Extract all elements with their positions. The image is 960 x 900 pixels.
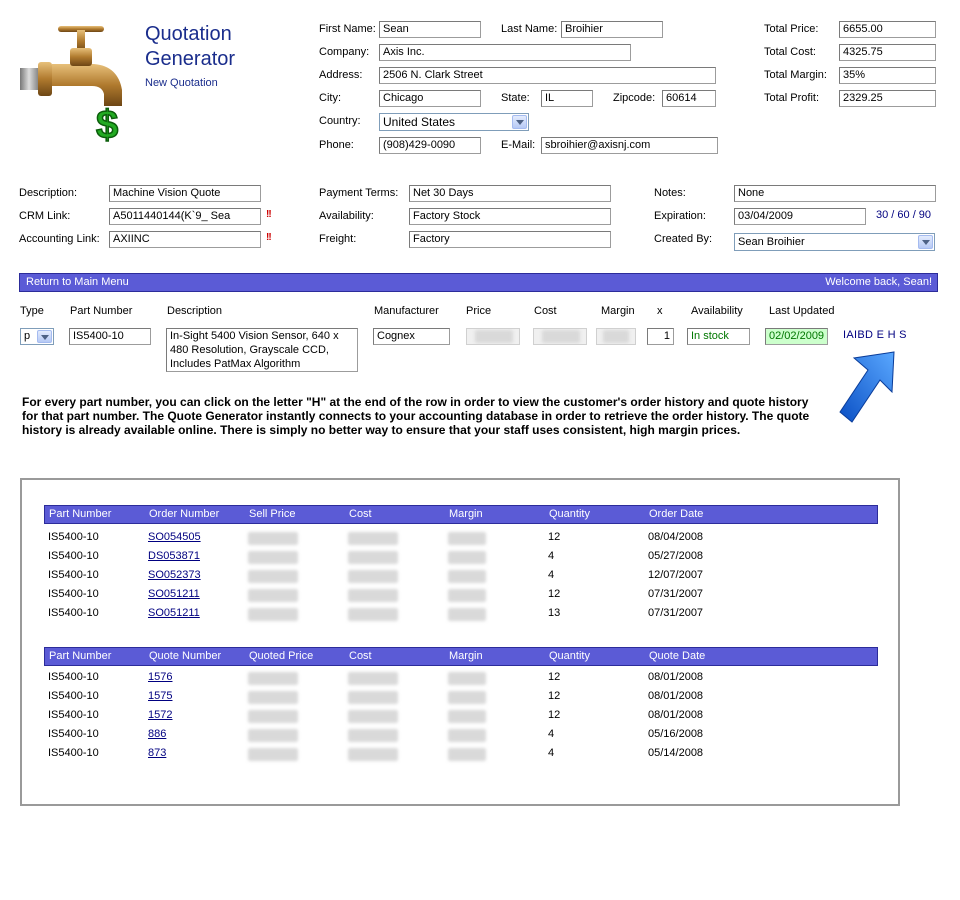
col-part-number-header: Part Number <box>70 305 133 317</box>
redacted-value <box>348 570 398 583</box>
col-qty-header: x <box>657 305 663 317</box>
quantity-cell: 12 <box>548 709 561 721</box>
freight-label: Freight: <box>319 233 357 245</box>
document-number-link[interactable]: SO051211 <box>148 607 200 619</box>
crm-link-icon[interactable]: !! <box>266 209 271 220</box>
table-row <box>44 531 878 547</box>
date-cell: 08/01/2008 <box>648 690 704 702</box>
description-label: Description: <box>19 187 78 199</box>
col-availability-header: Availability <box>691 305 743 317</box>
column-header: Quantity <box>549 508 590 520</box>
part-number-cell: IS5400-10 <box>48 531 99 543</box>
document-number-link[interactable]: 1572 <box>148 709 173 721</box>
chevron-down-icon[interactable] <box>512 115 527 129</box>
column-header: Part Number <box>49 650 112 662</box>
city-label: City: <box>319 92 341 104</box>
quantity-field[interactable]: 1 <box>647 328 674 345</box>
document-number-link[interactable]: DS053871 <box>148 550 200 562</box>
part-number-cell: IS5400-10 <box>48 709 99 721</box>
redacted-value <box>248 691 298 704</box>
created-by-label: Created By: <box>654 233 713 245</box>
column-header: Order Date <box>649 508 704 520</box>
notes-label: Notes: <box>654 187 686 199</box>
table-row <box>44 588 878 604</box>
part-number-cell: IS5400-10 <box>48 550 99 562</box>
country-value: United States <box>383 115 456 129</box>
accounting-link-label: Accounting Link: <box>19 233 100 245</box>
part-number-cell: IS5400-10 <box>48 747 99 759</box>
redacted-value <box>448 570 486 583</box>
redacted-value <box>348 551 398 564</box>
description-field[interactable]: Machine Vision Quote <box>109 185 261 202</box>
part-number-cell: IS5400-10 <box>48 569 99 581</box>
welcome-text: Welcome back, Sean! <box>825 276 932 288</box>
redacted-value <box>248 532 298 545</box>
page-subtitle: New Quotation <box>145 77 218 89</box>
type-select[interactable] <box>20 328 54 345</box>
date-cell: 12/07/2007 <box>648 569 704 581</box>
company-field[interactable]: Axis Inc. <box>379 44 631 61</box>
redacted-value <box>248 672 298 685</box>
expiration-shortcuts[interactable]: 30 / 60 / 90 <box>876 209 932 221</box>
column-header: Sell Price <box>249 508 296 520</box>
col-type-header: Type <box>20 305 44 317</box>
redacted-value <box>348 608 398 621</box>
company-label: Company: <box>319 46 370 58</box>
redacted-value <box>248 570 298 583</box>
redacted-value <box>348 729 398 742</box>
row-action-links[interactable]: IAIBD E H S <box>843 329 907 341</box>
total-cost-field: 4325.75 <box>839 44 936 61</box>
total-price-field: 6655.00 <box>839 21 936 38</box>
quantity-cell: 13 <box>548 607 561 619</box>
menu-bar <box>19 273 938 292</box>
availability-label: Availability: <box>319 210 374 222</box>
zip-label: Zipcode: <box>613 92 656 104</box>
total-profit-label: Total Profit: <box>764 92 820 104</box>
column-header: Quantity <box>549 650 590 662</box>
column-header: Cost <box>349 508 372 520</box>
col-price-header: Price <box>466 305 492 317</box>
document-number-link[interactable]: SO051211 <box>148 588 200 600</box>
created-by-select[interactable] <box>734 233 935 251</box>
redacted-value <box>248 710 298 723</box>
last-name-label: Last Name: <box>501 23 558 35</box>
col-last-updated-header: Last Updated <box>769 305 835 317</box>
part-number-cell: IS5400-10 <box>48 671 99 683</box>
state-field[interactable]: IL <box>541 90 593 107</box>
table-row <box>44 550 878 566</box>
return-main-menu-link[interactable]: Return to Main Menu <box>26 276 129 288</box>
redacted-value <box>248 608 298 621</box>
quantity-cell: 4 <box>548 728 555 740</box>
last-updated-field: 02/02/2009 <box>765 328 828 345</box>
document-number-link[interactable]: SO052373 <box>148 569 201 581</box>
city-field[interactable]: Chicago <box>379 90 481 107</box>
phone-field[interactable]: (908)429-0090 <box>379 137 481 154</box>
table-row <box>44 690 878 706</box>
expiration-label: Expiration: <box>654 210 706 222</box>
redacted-value <box>248 729 298 742</box>
redacted-value <box>448 710 486 723</box>
redacted-value <box>448 589 486 602</box>
redacted-value <box>448 672 486 685</box>
expiration-field[interactable]: 03/04/2009 <box>734 208 866 225</box>
order-history-header <box>44 505 878 524</box>
chevron-down-icon[interactable] <box>37 330 52 343</box>
payment-terms-label: Payment Terms: <box>319 187 399 199</box>
part-number-cell: IS5400-10 <box>48 588 99 600</box>
type-value: p <box>24 330 31 342</box>
document-number-link[interactable]: 1576 <box>148 671 173 683</box>
email-field[interactable]: sbroihier@axisnj.com <box>541 137 718 154</box>
table-row <box>44 728 878 744</box>
first-name-field[interactable]: Sean <box>379 21 481 38</box>
email-label: E-Mail: <box>501 139 536 151</box>
quantity-cell: 12 <box>548 671 561 683</box>
total-margin-field: 35% <box>839 67 936 84</box>
col-manufacturer-header: Manufacturer <box>374 305 439 317</box>
total-price-label: Total Price: <box>764 23 819 35</box>
redacted-value <box>448 748 486 761</box>
redacted-value <box>348 710 398 723</box>
zip-field[interactable]: 60614 <box>662 90 716 107</box>
redacted-value <box>348 532 398 545</box>
redacted-value <box>448 608 486 621</box>
chevron-down-icon[interactable] <box>918 235 933 249</box>
date-cell: 07/31/2007 <box>648 607 704 619</box>
document-number-link[interactable]: 886 <box>148 728 167 740</box>
column-header: Quote Number <box>149 650 222 662</box>
quantity-cell: 12 <box>548 531 561 543</box>
column-header: Quoted Price <box>249 650 314 662</box>
notes-field[interactable]: None <box>734 185 936 202</box>
availability-field[interactable]: Factory Stock <box>409 208 611 225</box>
column-header: Margin <box>449 508 483 520</box>
table-row <box>44 709 878 725</box>
country-select[interactable] <box>379 113 529 131</box>
crm-link-field[interactable]: A5011440144(K`9_ Sea <box>109 208 261 225</box>
part-number-cell: IS5400-10 <box>48 728 99 740</box>
arrow-pointer-icon <box>836 348 898 428</box>
phone-label: Phone: <box>319 139 354 151</box>
date-cell: 07/31/2007 <box>648 588 704 600</box>
faucet-logo-icon <box>18 20 138 145</box>
redacted-value <box>448 691 486 704</box>
margin-field[interactable] <box>596 328 636 345</box>
table-row <box>44 671 878 687</box>
quote-history-header <box>44 647 878 666</box>
crm-link-label: CRM Link: <box>19 210 71 222</box>
date-cell: 05/16/2008 <box>648 728 704 740</box>
redacted-value <box>248 551 298 564</box>
quantity-cell: 12 <box>548 690 561 702</box>
total-cost-label: Total Cost: <box>764 46 816 58</box>
address-label: Address: <box>319 69 363 81</box>
column-header: Margin <box>449 650 483 662</box>
date-cell: 08/04/2008 <box>648 531 704 543</box>
col-cost-header: Cost <box>534 305 557 317</box>
part-number-cell: IS5400-10 <box>48 607 99 619</box>
date-cell: 05/14/2008 <box>648 747 704 759</box>
date-cell: 08/01/2008 <box>648 709 704 721</box>
date-cell: 05/27/2008 <box>648 550 704 562</box>
redacted-value <box>448 532 486 545</box>
table-row <box>44 607 878 623</box>
part-description-field[interactable]: In-Sight 5400 Vision Sensor, 640 x 480 Resolution, Grayscale CCD, Includes PatMax Algorithm <box>166 328 358 372</box>
col-margin-header: Margin <box>601 305 635 317</box>
table-row <box>44 569 878 585</box>
state-label: State: <box>501 92 530 104</box>
part-number-field[interactable]: IS5400-10 <box>69 328 151 345</box>
svg-text:$: $ <box>96 103 119 145</box>
stock-status-field: In stock <box>687 328 750 345</box>
column-header: Part Number <box>49 508 112 520</box>
quantity-cell: 4 <box>548 569 555 581</box>
created-by-value: Sean Broihier <box>738 236 805 248</box>
redacted-value <box>248 589 298 602</box>
first-name-label: First Name: <box>319 23 376 35</box>
document-number-link[interactable]: SO054505 <box>148 531 201 543</box>
quantity-cell: 12 <box>548 588 561 600</box>
column-header: Cost <box>349 650 372 662</box>
instruction-text: For every part number, you can click on the letter "H" at the end of the row in order to view the customer's order history and quote history for that part number. The Quote Generator instantly connects to your accounting database in order to retrieve the order history. The quote history is already available online. There is simply no better way to ensure that your staff uses consistent, high margin prices. <box>22 395 810 437</box>
part-number-cell: IS5400-10 <box>48 690 99 702</box>
redacted-value <box>448 729 486 742</box>
redacted-value <box>348 691 398 704</box>
last-name-field[interactable]: Broihier <box>561 21 663 38</box>
accounting-link-icon[interactable]: !! <box>266 232 271 243</box>
document-number-link[interactable]: 1575 <box>148 690 173 702</box>
redacted-value <box>348 672 398 685</box>
quantity-cell: 4 <box>548 550 555 562</box>
freight-field[interactable]: Factory <box>409 231 611 248</box>
accounting-link-field[interactable]: AXIINC <box>109 231 261 248</box>
cost-field[interactable] <box>533 328 587 345</box>
country-label: Country: <box>319 115 361 127</box>
redacted-value <box>448 551 486 564</box>
total-profit-field: 2329.25 <box>839 90 936 107</box>
column-header: Quote Date <box>649 650 706 662</box>
document-number-link[interactable]: 873 <box>148 747 167 759</box>
date-cell: 08/01/2008 <box>648 671 704 683</box>
col-description-header: Description <box>167 305 223 317</box>
total-margin-label: Total Margin: <box>764 69 827 81</box>
address-field[interactable]: 2506 N. Clark Street <box>379 67 716 84</box>
price-field[interactable] <box>466 328 520 345</box>
redacted-value <box>348 748 398 761</box>
manufacturer-field[interactable]: Cognex <box>373 328 450 345</box>
payment-terms-field[interactable]: Net 30 Days <box>409 185 611 202</box>
table-row <box>44 747 878 763</box>
app-title: Quotation Generator <box>145 23 236 70</box>
column-header: Order Number <box>149 508 220 520</box>
redacted-value <box>248 748 298 761</box>
quantity-cell: 4 <box>548 747 555 759</box>
redacted-value <box>348 589 398 602</box>
